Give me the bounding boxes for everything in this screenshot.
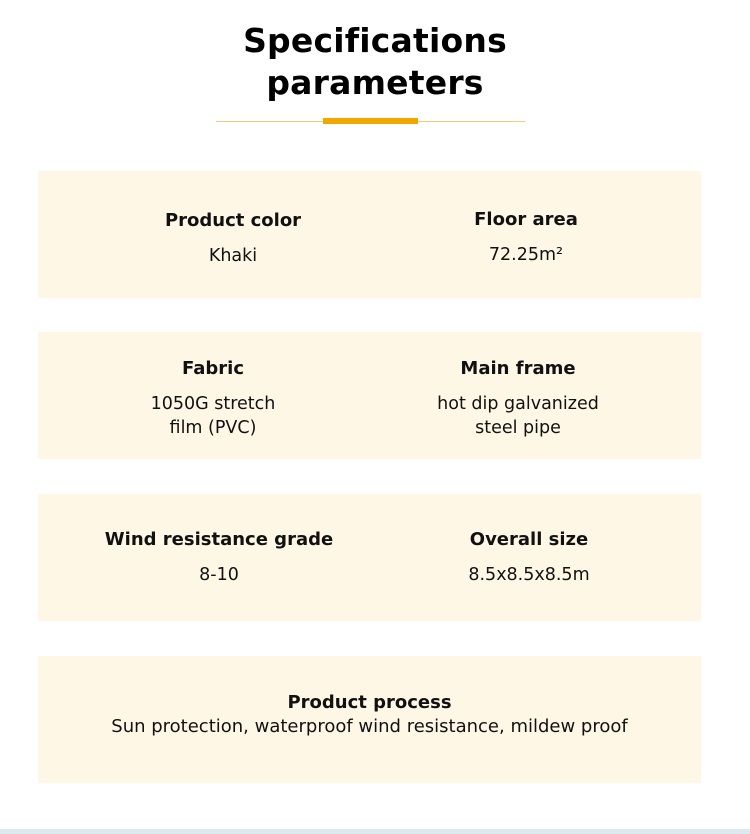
spec-value-line: 1050G stretch: [150, 394, 276, 414]
spec-wind-resistance: [69, 528, 369, 587]
page-title-line-1: Specifications: [243, 21, 507, 60]
page-title-line-2: parameters: [266, 63, 484, 102]
spec-label: Main frame: [460, 358, 576, 379]
spec-floor-area: [376, 208, 676, 267]
spec-card-fabric-frame: [38, 332, 701, 459]
spec-overall-size: [379, 528, 679, 587]
spec-card-color-area: [38, 171, 701, 298]
spec-value-line: hot dip galvanized: [437, 394, 599, 414]
spec-label: Wind resistance grade: [104, 529, 334, 550]
spec-label: Product color: [164, 210, 302, 231]
spec-main-frame: [368, 357, 668, 440]
spec-value: 72.25m²: [488, 245, 564, 265]
spec-label: Product process: [287, 692, 452, 713]
bottom-edge: [0, 829, 750, 834]
spec-value: [63, 392, 363, 440]
spec-product-color: [83, 209, 383, 268]
spec-value-line: steel pipe: [475, 418, 561, 438]
spec-value-line: film (PVC): [169, 418, 257, 438]
title-divider-accent: [323, 118, 418, 124]
spec-value: 8.5x8.5x8.5m: [468, 565, 590, 585]
spec-value: [368, 392, 668, 440]
spec-label: Floor area: [474, 209, 578, 230]
spec-label: Fabric: [182, 358, 244, 379]
spec-value: Khaki: [208, 246, 258, 266]
spec-fabric: [63, 357, 363, 440]
spec-label: Overall size: [469, 529, 589, 550]
spec-card-wind-size: [38, 494, 701, 621]
spec-value: Sun protection, waterproof wind resistance, mildew proof: [111, 716, 628, 737]
spec-value: 8-10: [199, 565, 239, 585]
spec-product-process: [38, 691, 701, 739]
spec-card-process: [38, 656, 701, 783]
